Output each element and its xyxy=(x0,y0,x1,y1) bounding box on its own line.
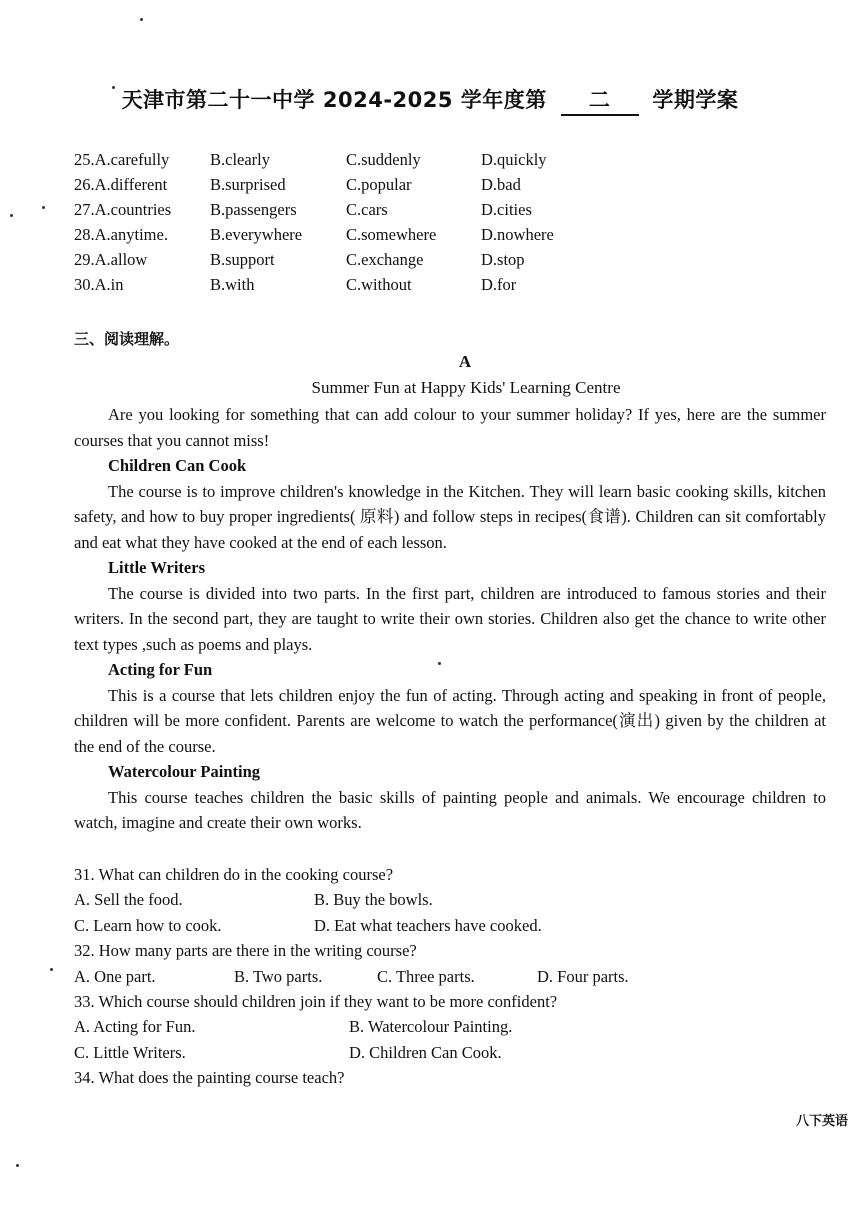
question-options xyxy=(74,1040,834,1065)
question-stem: 34. What does the painting course teach? xyxy=(74,1068,345,1088)
question-option: D. Children Can Cook. xyxy=(349,1042,502,1062)
question-options xyxy=(74,1014,834,1039)
option-c: C.popular xyxy=(346,175,412,194)
course-heading: Children Can Cook xyxy=(108,456,247,475)
options-row xyxy=(74,200,601,225)
scan-speck xyxy=(16,1164,19,1167)
option-c: C.without xyxy=(346,275,412,294)
course-text: This course teaches children the basic skills of painting people and animals. We encourage children to watch, imagine and create their own works. xyxy=(74,787,826,832)
options-row xyxy=(74,250,601,275)
term-blank: 二 xyxy=(561,84,639,116)
course-heading: Watercolour Painting xyxy=(108,762,261,781)
question-option: C. Learn how to cook. xyxy=(74,915,222,935)
question-options xyxy=(74,887,834,912)
question-options xyxy=(74,913,834,938)
options-row xyxy=(74,175,601,200)
question-stem: 33. Which course should children join if they want to be more confident? xyxy=(74,992,558,1012)
scan-speck xyxy=(10,214,13,217)
option-d: D.quickly xyxy=(481,150,547,169)
course-text: The course is divided into two parts. In the first part, children are introduced to famous stories and their writers. In the second part, they are taught to write their own stories. Children also get the chance to write other text types ,such as poems and plays. xyxy=(74,583,826,654)
question-stem: 31. What can children do in the cooking course? xyxy=(74,865,394,884)
option-c: C.suddenly xyxy=(346,150,421,169)
course-text: The course is to improve children's knowledge in the Kitchen. They will learn basic cooking skills, kitchen safety, and how to buy proper ingredients( 原料) and follow steps in recipes(食谱). Children can sit comfortably and eat what they have cooked at the end of each lesson. xyxy=(74,481,826,552)
questions-list xyxy=(74,862,834,1091)
options-row xyxy=(74,275,601,300)
question-option: B. Watercolour Painting. xyxy=(349,1017,513,1037)
scan-speck xyxy=(438,662,441,665)
option-b: B.with xyxy=(210,275,255,294)
course-heading: Acting for Fun xyxy=(108,660,213,679)
option-c: C.somewhere xyxy=(346,225,437,244)
option-d: D.cities xyxy=(481,200,532,219)
question-options xyxy=(74,964,834,989)
option-d: D.stop xyxy=(481,250,525,269)
question-option: C. Three parts. xyxy=(377,966,475,986)
option-c: C.cars xyxy=(346,200,388,219)
section-title: 三、阅读理解。 xyxy=(74,330,180,348)
option-b: B.passengers xyxy=(210,200,297,219)
option-b: B.surprised xyxy=(210,175,286,194)
question-option: A. Sell the food. xyxy=(74,890,183,910)
question-option: A. One part. xyxy=(74,966,156,986)
option-a: 26.A.different xyxy=(74,175,168,194)
option-c: C.exchange xyxy=(346,250,424,269)
scan-speck xyxy=(140,18,143,21)
question-option: D. Eat what teachers have cooked. xyxy=(314,915,542,935)
option-a: 30.A.in xyxy=(74,275,124,294)
passage-letter: A xyxy=(458,352,472,371)
cloze-options-table xyxy=(74,150,601,300)
course-text: This is a course that lets children enjoy the fun of acting. Through acting and speaking in front of people, children will be more confident. Parents are welcome to watch the performance(演出) given by the children at the end of the course. xyxy=(74,685,826,756)
option-d: D.bad xyxy=(481,175,521,194)
question-option: D. Four parts. xyxy=(537,966,629,986)
passage-title: Summer Fun at Happy Kids' Learning Centre xyxy=(311,378,621,397)
option-a: 25.A.carefully xyxy=(74,150,170,169)
question-option: C. Little Writers. xyxy=(74,1042,186,1062)
question-option: B. Buy the bowls. xyxy=(314,890,433,910)
option-b: B.clearly xyxy=(210,150,271,169)
option-b: B.everywhere xyxy=(210,225,303,244)
scan-speck xyxy=(112,86,115,89)
option-b: B.support xyxy=(210,250,275,269)
course-heading: Little Writers xyxy=(108,558,205,577)
page-header xyxy=(0,84,860,116)
passage-intro: Are you looking for something that can add colour to your summer holiday? If yes, here are the summer courses that you cannot miss! xyxy=(74,405,826,450)
option-d: D.nowhere xyxy=(481,225,554,244)
question-option: A. Acting for Fun. xyxy=(74,1017,196,1037)
question-stem: 32. How many parts are there in the writing course? xyxy=(74,941,417,961)
header-title-prefix: 天津市第二十一中学 2024-2025 学年度第 xyxy=(121,88,547,112)
question-option: B. Two parts. xyxy=(234,966,323,986)
options-row xyxy=(74,150,601,175)
option-d: D.for xyxy=(481,275,517,294)
scan-speck xyxy=(50,968,53,971)
scan-speck xyxy=(42,206,45,209)
options-row xyxy=(74,225,601,250)
option-a: 29.A.allow xyxy=(74,250,148,269)
passage-body xyxy=(74,402,826,836)
option-a: 28.A.anytime. xyxy=(74,225,168,244)
option-a: 27.A.countries xyxy=(74,200,172,219)
header-title-suffix: 学期学案 xyxy=(652,88,739,112)
page-footer: 八下英语 xyxy=(795,1114,848,1129)
